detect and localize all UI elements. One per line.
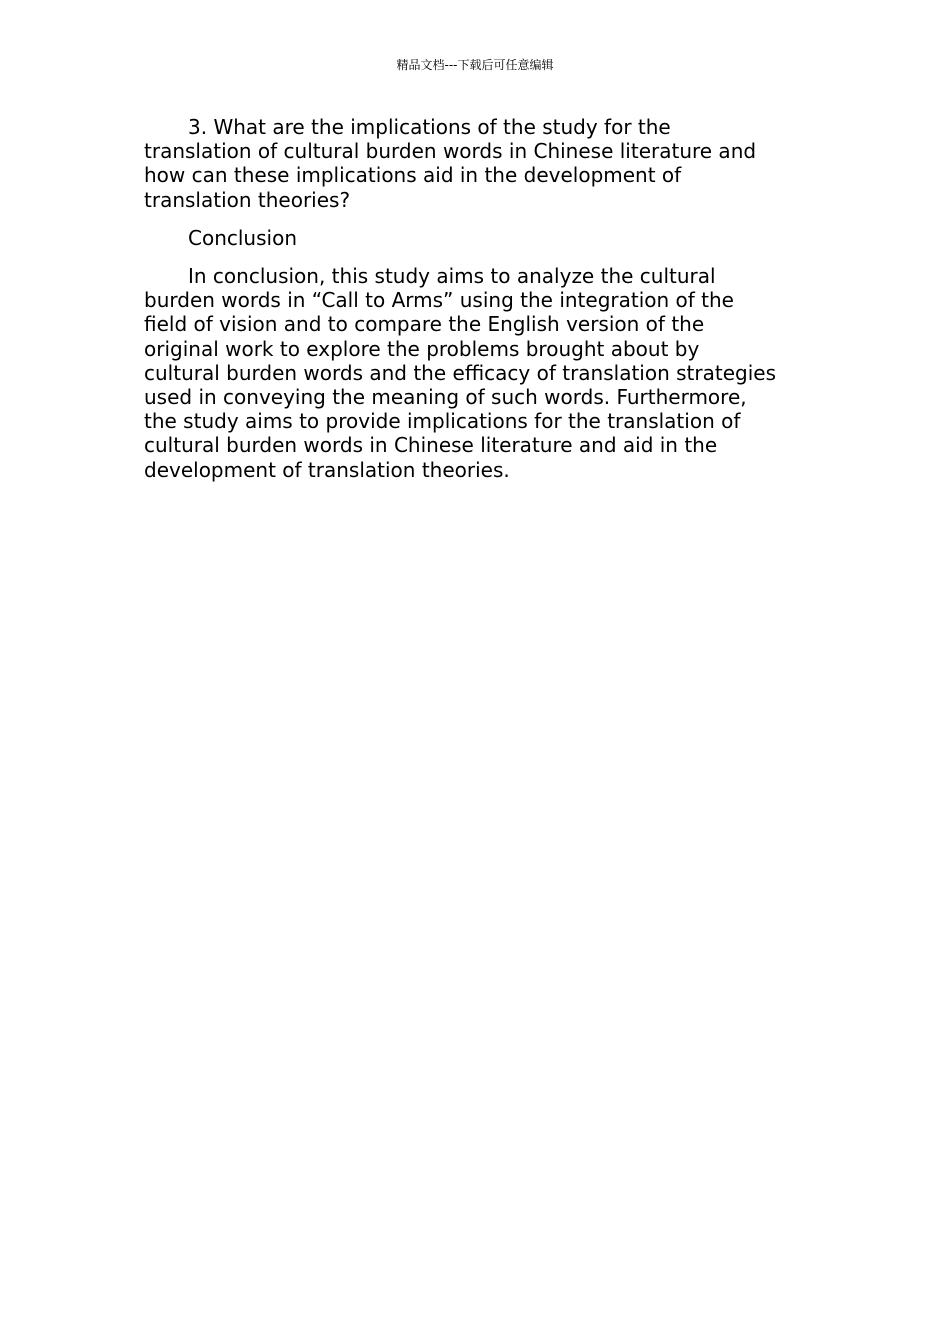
research-question-paragraph: 3. What are the implications of the study for the translation of cultural burden words in Chinese literature and how can these implications aid in the development of translation theories? xyxy=(144,115,757,212)
section-heading-conclusion: Conclusion xyxy=(188,225,297,250)
document-body xyxy=(144,115,808,496)
conclusion-paragraph: In conclusion, this study aims to analyze the cultural burden words in “Call to Arms” using the integration of the field of vision and to compare the English version of the original work to explore the problems brought about by cultural burden words and the efficacy of translation strategies used in conveying the meaning of such words. Furthermore, the study aims to provide implications for the translation of cultural burden words in Chinese literature and aid in the development of translation theories. xyxy=(144,264,776,482)
page-header-note: 精品文档---下载后可任意编辑 xyxy=(396,58,554,72)
